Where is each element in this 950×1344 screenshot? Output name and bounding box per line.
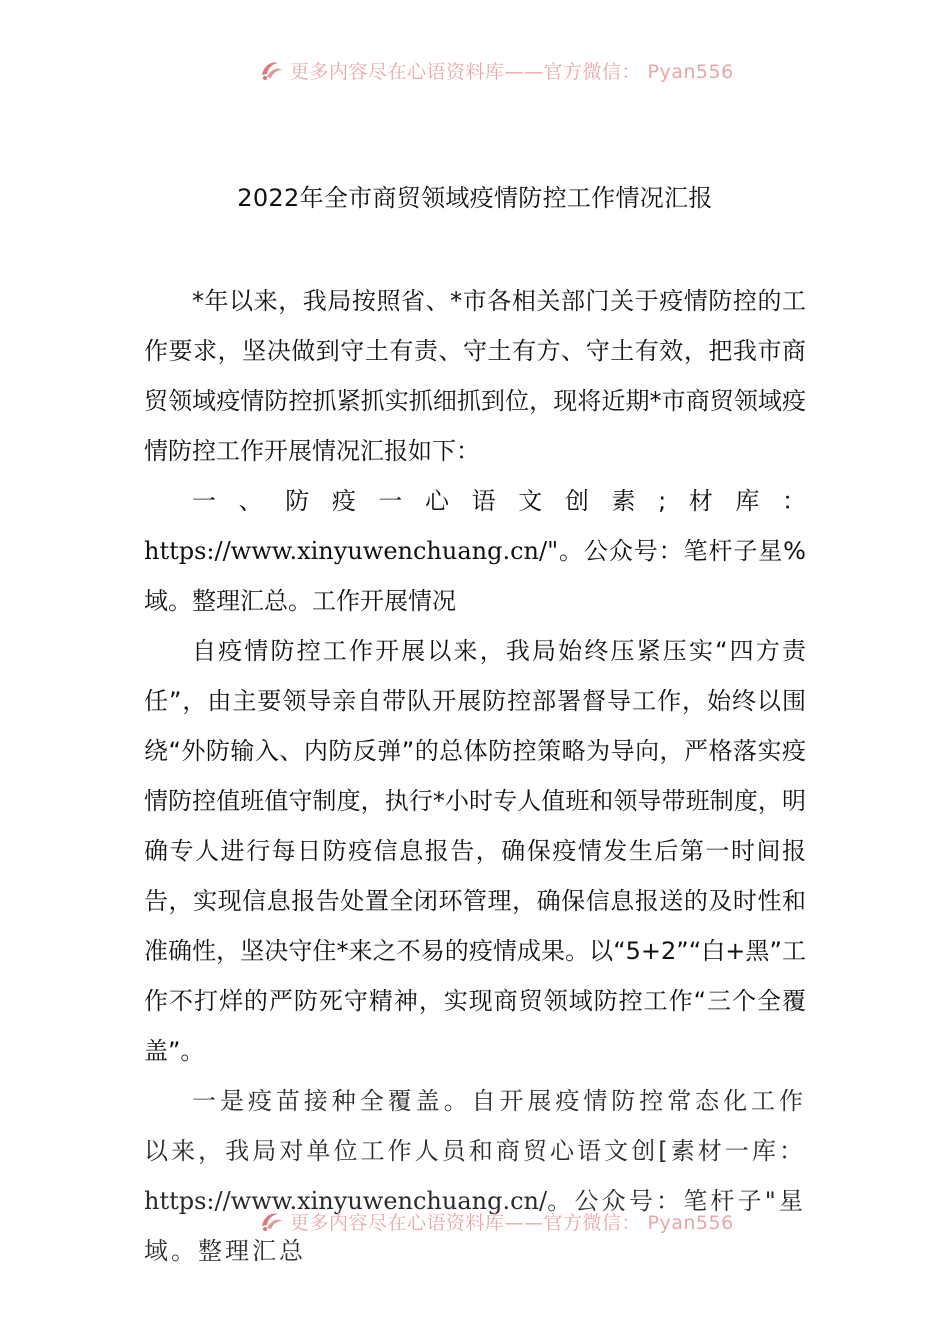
- watermark-header: [258, 57, 734, 83]
- vaccine-text-tail: 。公众号：笔杆子"星域。整理汇总: [144, 1187, 806, 1265]
- intro-paragraph: *年以来，我局按照省、*市各相关部门关于疫情防控的工作要求，坚决做到守土有责、守土有方、守土有效，把我市商贸领域疫情防控抓紧抓实抓细抓到位，现将近期*市商贸领域疫情防控工作开展情况汇报如下：: [144, 287, 806, 465]
- page-title: 2022年全市商贸领域疫情防控工作情况汇报: [237, 184, 713, 212]
- document-body: [144, 276, 806, 1276]
- watermark-text: 更多内容尽在心语资料库——官方微信： Pyan556: [290, 1211, 734, 1234]
- watermark-text: 更多内容尽在心语资料库——官方微信： Pyan556: [290, 60, 734, 83]
- section-heading-text-tail: 。公众号：笔杆子星%域。整理汇总。工作开展情况: [144, 537, 806, 615]
- vaccine-url: https://www.xinyuwenchuang.cn/: [144, 1187, 548, 1215]
- watermark-footer: [258, 1208, 734, 1234]
- section-heading-url: https://www.xinyuwenchuang.cn/": [144, 537, 559, 565]
- section-heading: [144, 476, 806, 626]
- vaccine-text: 一是疫苗接种全覆盖。自开展疫情防控常态化工作以来，我局对单位工作人员和商贸心语文创[素材一库：: [144, 1087, 806, 1165]
- section-body-paragraph: 自疫情防控工作开展以来，我局始终压紧压实“四方责任”，由主要领导亲自带队开展防控部署督导工作，始终以围绕“外防输入、内防反弹”的总体防控策略为导向，严格落实疫情防控值班值守制度，执行*小时专人值班和领导带班制度，明确专人进行每日防疫信息报告，确保疫情发生后第一时间报告，实现信息报告处置全闭环管理，确保信息报送的及时性和准确性，坚决守住*来之不易的疫情成果。以“5+2”“白+黑”工作不打烊的严防死守精神，实现商贸领域防控工作“三个全覆盖”。: [144, 637, 806, 1065]
- section-heading-text: 一、防疫一心语文创素;材库：: [192, 487, 806, 515]
- watermark-logo-icon: [258, 1208, 284, 1234]
- vaccine-paragraph: [144, 1076, 806, 1276]
- watermark-logo-icon: [258, 57, 284, 83]
